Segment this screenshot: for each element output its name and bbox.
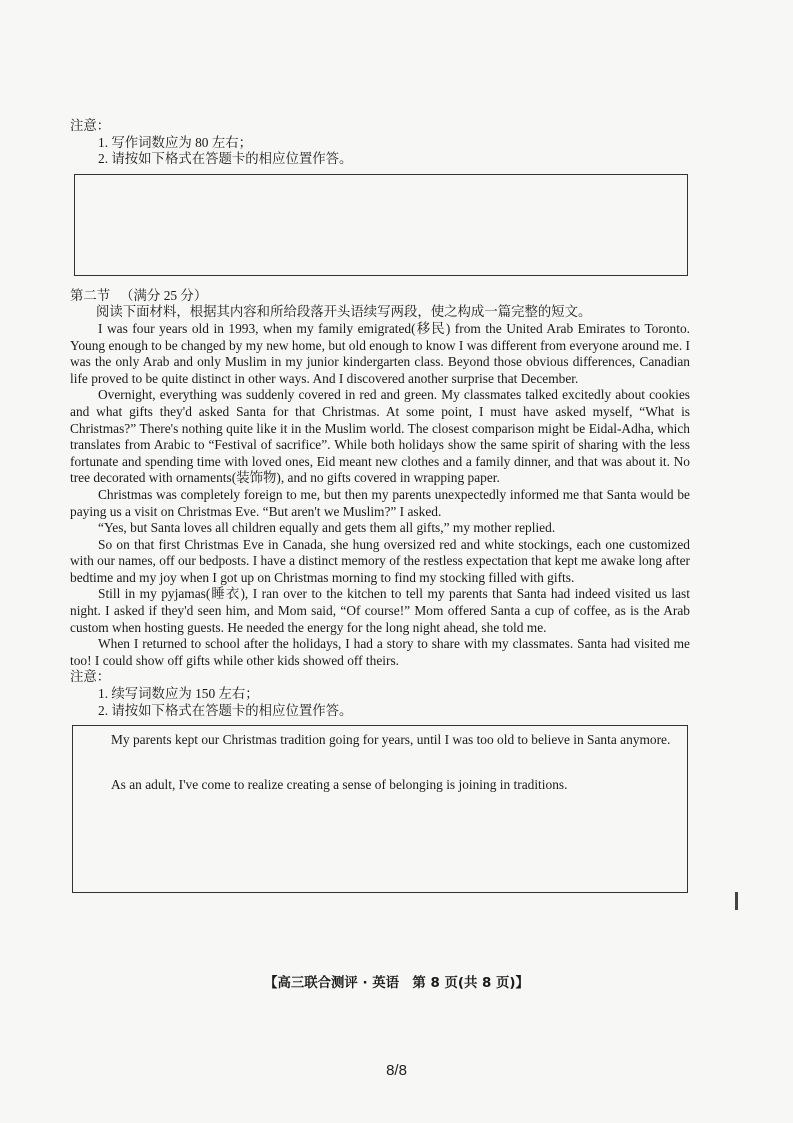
- continuation-opening-1: My parents kept our Christmas tradition going for years, until I was too old to believe in Santa anymore.: [111, 732, 671, 748]
- page-number: 8/8: [386, 1062, 407, 1079]
- writing-answer-box: [74, 174, 688, 276]
- continuation-opening-2: As an adult, I've come to realize creating a sense of belonging is joining in traditions.: [111, 776, 568, 792]
- passage-paragraph: I was four years old in 1993, when my family emigrated(移民) from the United Arab Emirates to Toronto. Young enough to be changed by my new home, but old enough to know I was different from everyone around me. I was the only Arab and only Muslim in my junior kindergarten class. Beyond those obvious differences, Canadian life proved to be quite distinct in other ways. And I discovered another surprise that December.: [70, 320, 690, 386]
- passage-paragraph: So on that first Christmas Eve in Canada, she hung oversized red and white stockings, each one customized with our names, off our bedposts. I have a distinct memory of the restless expectation that kept me awake long after bedtime and my joy when I got up on Christmas morning to find my stocking filled with gifts.: [70, 536, 691, 585]
- passage-paragraph: When I returned to school after the holidays, I had a story to share with my classmates. Santa had visited me too! I could show off gifts while other kids showed off theirs.: [70, 636, 690, 668]
- passage-paragraph: “Yes, but Santa loves all children equally and gets them all gifts,” my mother replied.: [98, 520, 556, 536]
- section-name: 第二节: [70, 287, 111, 303]
- section-title: [70, 288, 690, 305]
- note-item: 1. 写作词数应为 80 左右；: [98, 134, 252, 150]
- scan-edge-mark: [735, 892, 738, 910]
- document-body: [70, 118, 690, 893]
- note-heading: 注意：: [70, 669, 111, 685]
- note-item: 2. 请按如下格式在答题卡的相应位置作答。: [98, 151, 353, 167]
- passage-paragraph: Christmas was completely foreign to me, but then my parents unexpectedly informed me that Santa would be paying us a visit on Christmas Eve. “But aren't we Muslim?” I asked.: [70, 486, 690, 519]
- continuation-answer-box: [72, 725, 688, 893]
- passage-paragraph: Still in my pyjamas(睡衣), I ran over to the kitchen to tell my parents that Santa had indeed visited us last night. I asked if they'd seen him, and Mom said, “Of course!” Mom offered Santa a cup of coffee, as is the Arab custom when hosting guests. He needed the energy for the long night ahead, she told me.: [70, 586, 690, 635]
- section-score: （满分 25 分）: [120, 287, 208, 303]
- page-footer: 【高三联合测评 · 英语 第 8 页(共 8 页)】: [264, 976, 529, 991]
- note-item: 2. 请按如下格式在答题卡的相应位置作答。: [98, 702, 353, 718]
- note-item: 1. 续写词数应为 150 左右；: [98, 686, 259, 702]
- passage-paragraph: Overnight, everything was suddenly covered in red and green. My classmates talked excitedly about cookies and what gifts they'd asked Santa for that Christmas. At some point, I must have asked myself, “What is Christmas?” There's nothing quite like it in the Muslim world. The closest comparison might be Eidal-Adha, which translates from Arabic to “Festival of sacrifice”. While both holidays show the same spirit of sharing with the less fortunate and spending time with loved ones, Eid meant new clothes and a family dinner, and that was about it. No tree decorated with ornaments(装饰物), and no gifts covered in wrapping paper.: [70, 387, 690, 486]
- note-heading: 注意：: [70, 118, 111, 133]
- section-instruction: 阅读下面材料，根据其内容和所给段落开头语续写两段，使之构成一篇完整的短文。: [96, 304, 592, 320]
